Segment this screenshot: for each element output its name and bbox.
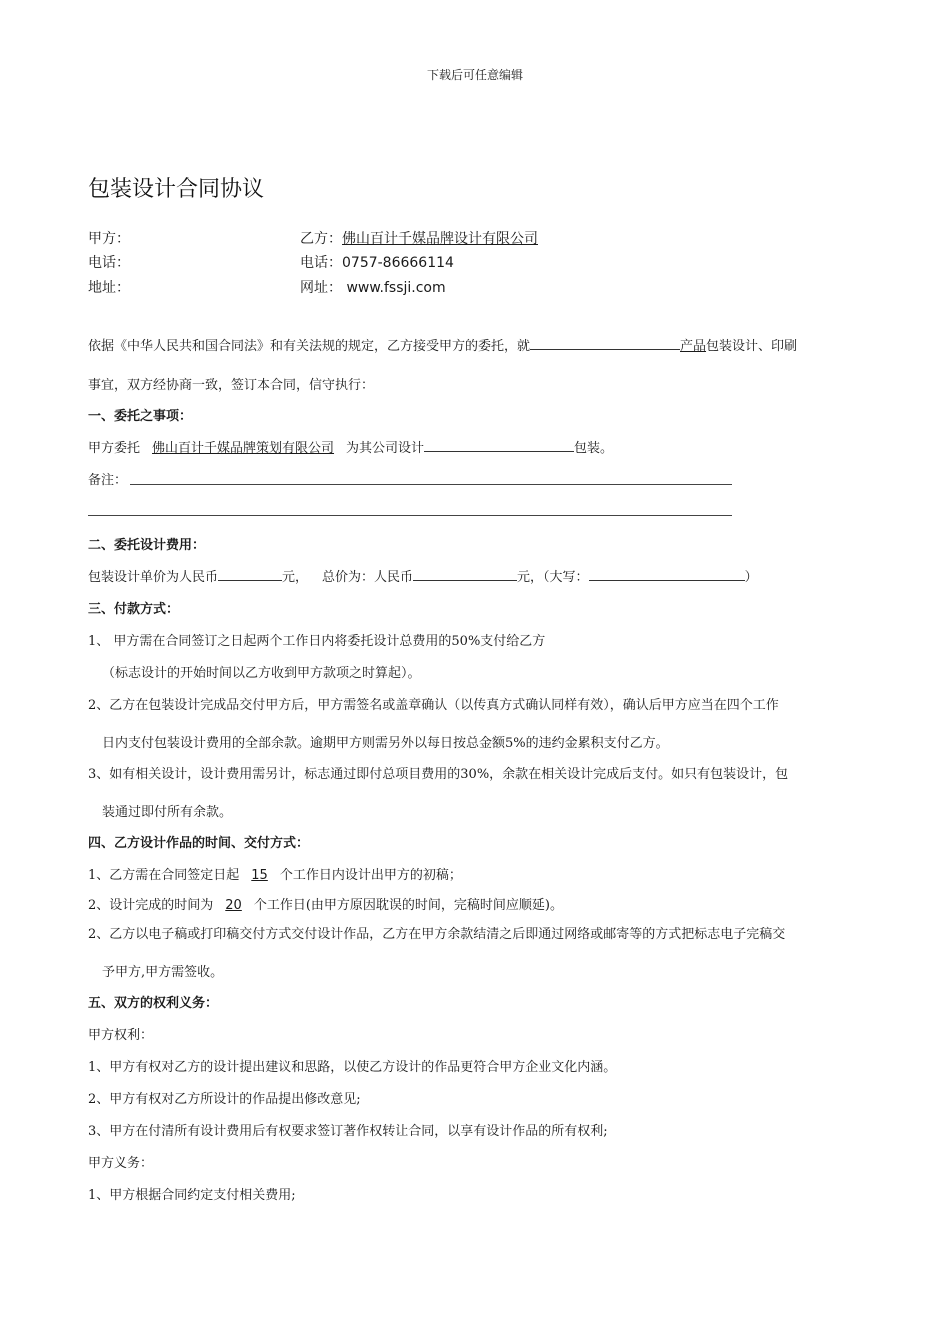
sec2-text-d: 元，（大写： xyxy=(517,570,589,585)
party-a-rights-label: 甲方权利： xyxy=(88,1028,154,1043)
right-item-2: 2、甲方有权对乙方所设计的作品提出修改意见; xyxy=(88,1092,361,1107)
right-item-3: 3、甲方在付清所有设计费用后有权要求签订著作权转让合同，以享有设计作品的所有权利; xyxy=(88,1124,608,1139)
completion-days: 20 xyxy=(225,898,242,913)
party-b-label: 乙方： xyxy=(300,231,342,247)
remark-label: 备注： xyxy=(88,473,128,488)
sec3-item-1: 1、 甲方需在合同签订之日起两个工作日内将委托设计总费用的50%支付给乙方 xyxy=(88,634,546,649)
party-b-line xyxy=(300,228,538,248)
sec4-item-1 xyxy=(88,864,462,883)
sec4-item-3-line-1: 2、乙方以电子稿或打印稿交付方式交付设计作品，乙方在甲方余款结清之后即通过网络或邮寄等的方式把标志电子完稿交 xyxy=(88,927,786,942)
section-2-line xyxy=(88,566,758,585)
intro-line-2: 事宜，双方经协商一致，签订本合同，信守执行： xyxy=(88,378,375,393)
sec2-text-b: 元， xyxy=(282,570,309,585)
total-price-blank xyxy=(413,567,517,581)
party-b-website: www.fssji.com xyxy=(346,280,446,296)
party-b-website-line xyxy=(300,277,446,297)
intro-product: 产品 xyxy=(680,339,707,354)
sec1-text-c: 包装。 xyxy=(574,441,614,456)
sec1-design-blank xyxy=(424,438,574,452)
section-2-heading: 二、委托设计费用： xyxy=(88,538,206,553)
party-b-name: 佛山百计千媒品牌设计有限公司 xyxy=(342,231,538,247)
document-title: 包装设计合同协议 xyxy=(88,177,265,202)
party-a-address-label: 地址： xyxy=(88,280,130,296)
sec4-item-1-text-a: 1、乙方需在合同签定日起 xyxy=(88,868,240,883)
sec2-text-c: 总价为：人民币 xyxy=(322,570,414,585)
section-1-line xyxy=(88,437,613,456)
sec1-client: 佛山百计千媒品牌策划有限公司 xyxy=(152,441,335,456)
party-a-phone-label: 电话： xyxy=(88,255,130,271)
sec3-item-2-line-1: 2、乙方在包装设计完成品交付甲方后，甲方需签名或盖章确认（以传真方式确认同样有效），确认后甲方应当在四个工作 xyxy=(88,698,779,713)
header-note: 下载后可任意编辑 xyxy=(426,68,523,82)
sec3-item-3-line-1: 3、如有相关设计，设计费用需另计，标志通过即付总项目费用的30%，余款在相关设计完成后支付。如只有包装设计，包 xyxy=(88,767,789,782)
intro-line-1 xyxy=(88,335,797,354)
sec3-item-3-line-2: 装通过即付所有余款。 xyxy=(102,805,233,820)
product-blank xyxy=(530,336,680,350)
unit-price-blank xyxy=(218,567,282,581)
party-a-duties-label: 甲方义务： xyxy=(88,1156,154,1171)
sec3-item-2-line-2: 日内支付包装设计费用的全部余款。逾期甲方则需另外以每日按总金额5%的违约金累积支付乙方。 xyxy=(102,736,669,751)
amount-in-words-blank xyxy=(589,567,745,581)
sec2-text-a: 包装设计单价为人民币 xyxy=(88,570,219,585)
sec4-item-1-text-b: 个工作日内设计出甲方的初稿； xyxy=(279,868,462,883)
sec4-item-2 xyxy=(88,894,563,913)
sec4-item-2-text-a: 2、设计完成的时间为 xyxy=(88,898,214,913)
intro-text-a: 依据《中华人民共和国合同法》和有关法规的规定，乙方接受甲方的委托，就 xyxy=(88,339,531,354)
duty-item-1: 1、甲方根据合同约定支付相关费用; xyxy=(88,1188,296,1203)
sec3-item-1-note: （标志设计的开始时间以乙方收到甲方款项之时算起）。 xyxy=(102,666,421,681)
section-3-heading: 三、付款方式： xyxy=(88,602,180,617)
section-4-heading: 四、乙方设计作品的时间、交付方式： xyxy=(88,836,310,851)
right-item-1: 1、甲方有权对乙方的设计提出建议和思路，以使乙方设计的作品更符合甲方企业文化内涵。 xyxy=(88,1060,617,1075)
section-5-heading: 五、双方的权利义务： xyxy=(88,996,219,1011)
party-b-website-label: 网址： xyxy=(300,280,342,296)
sec1-text-a: 甲方委托 xyxy=(88,441,141,456)
sec1-text-b: 为其公司设计 xyxy=(346,441,425,456)
sec4-item-3-line-2: 予甲方,甲方需签收。 xyxy=(102,965,224,980)
draft-days: 15 xyxy=(251,868,268,883)
remark-line-1 xyxy=(130,484,732,485)
sec4-item-2-text-b: 个工作日(由甲方原因耽误的时间，完稿时间应顺延)。 xyxy=(253,898,563,913)
party-a-label: 甲方： xyxy=(88,231,130,247)
section-1-heading: 一、委托之事项： xyxy=(88,409,193,424)
sec2-text-e: ） xyxy=(744,570,758,585)
party-b-phone: 电话：0757-86666114 xyxy=(300,255,454,271)
intro-text-b: 包装设计、印刷 xyxy=(706,339,798,354)
remark-line-2 xyxy=(88,515,732,516)
